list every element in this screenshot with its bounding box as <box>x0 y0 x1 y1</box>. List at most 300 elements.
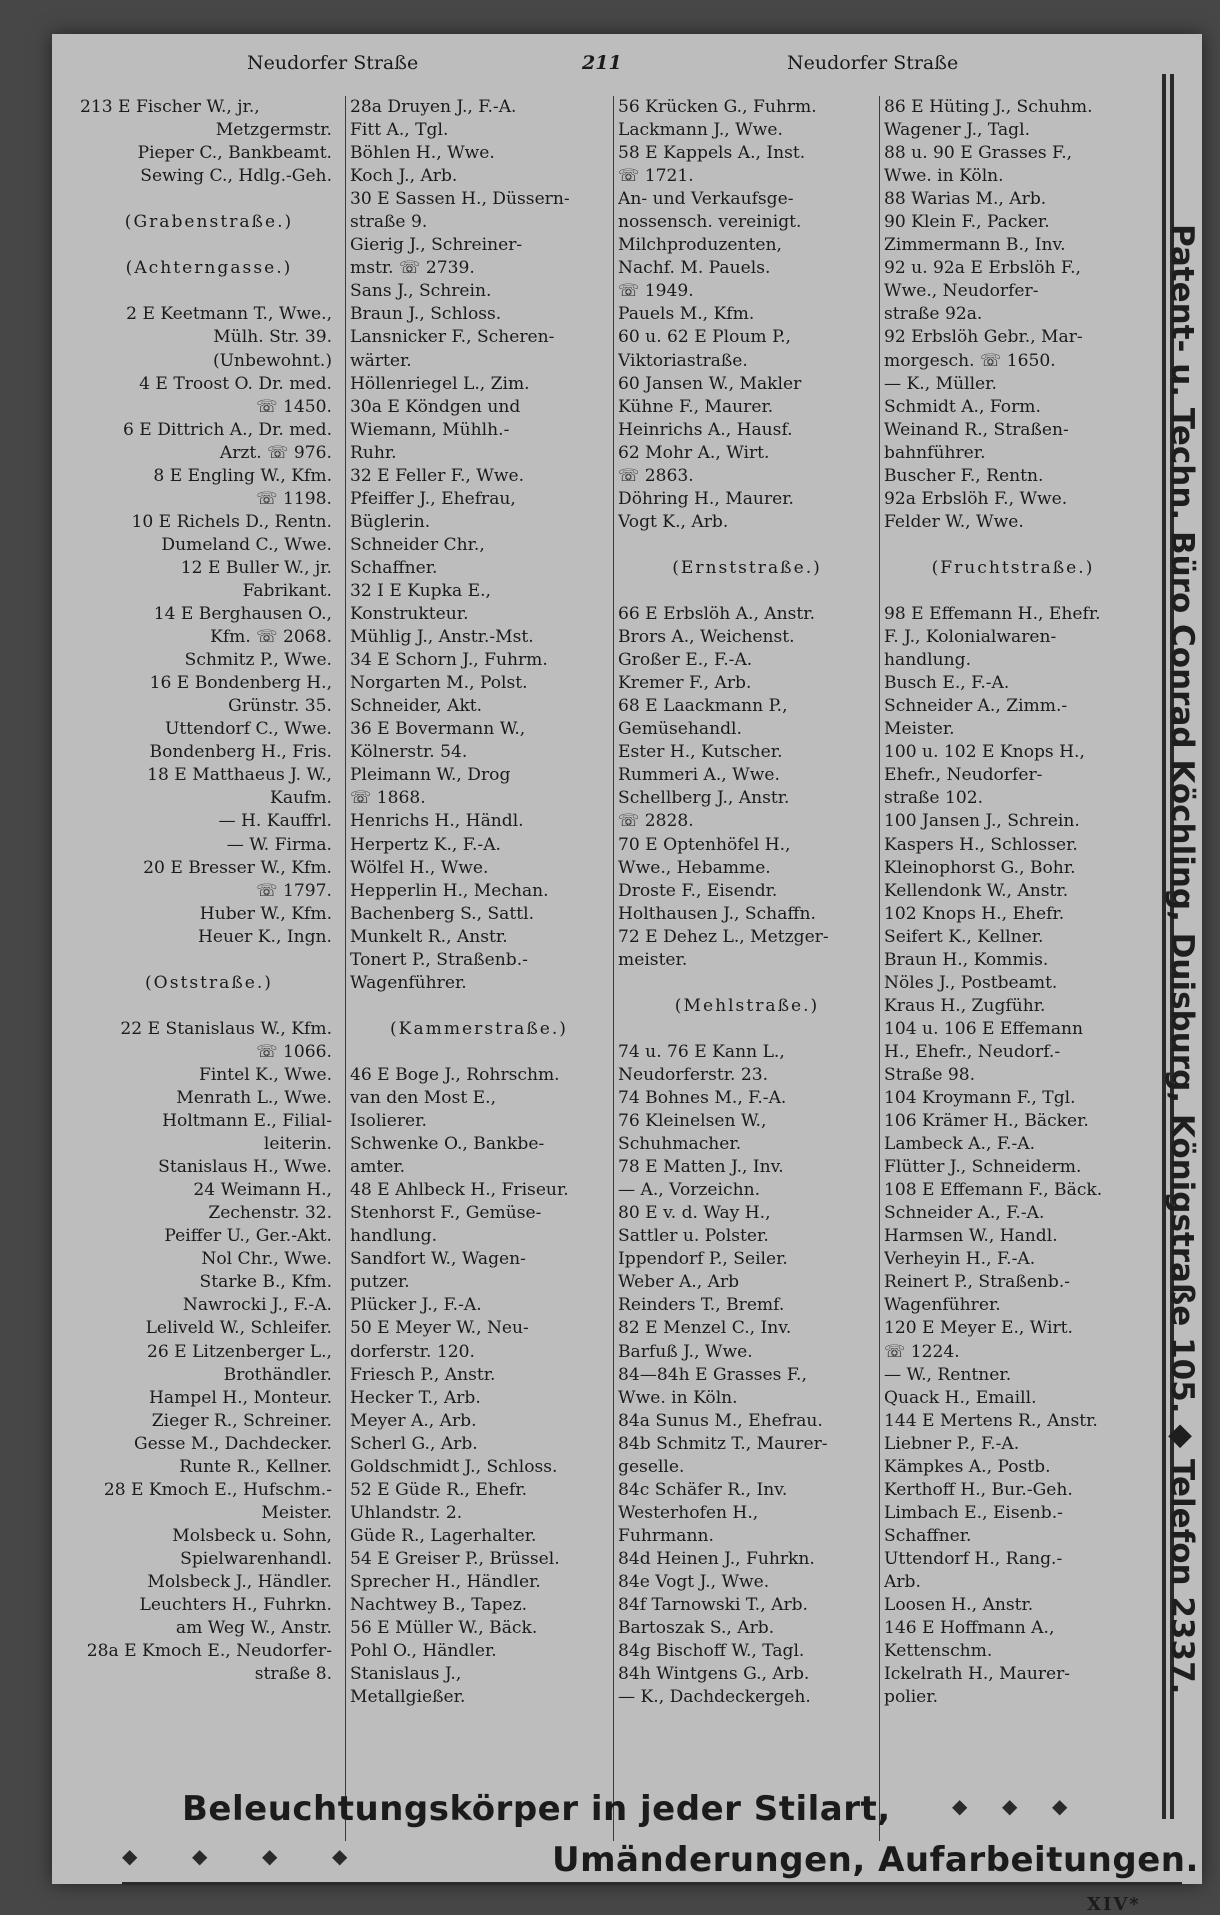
directory-entry-line: Droste F., Eisendr. <box>618 880 778 901</box>
directory-entry-line: 54 E Greiser P., Brüssel. <box>350 1548 560 1569</box>
directory-entry-line: 102 Knops H., Ehefr. <box>884 903 1065 924</box>
directory-entry-line: Friesch P., Anstr. <box>350 1364 496 1385</box>
directory-entry-line: Büglerin. <box>350 511 431 532</box>
directory-entry-line: 26 E Litzenberger L., <box>146 1341 332 1362</box>
directory-entry-line: Rummeri A., Wwe. <box>618 765 780 786</box>
directory-entry-line: Menrath L., Wwe. <box>176 1088 332 1109</box>
directory-entry-line: 90 Klein F., Packer. <box>884 212 1050 233</box>
directory-entry-line: Meyer A., Arb. <box>350 1410 477 1431</box>
directory-entry-line: Schellberg J., Anstr. <box>618 788 790 809</box>
directory-entry-line: Fabrikant. <box>242 580 332 601</box>
directory-entry-line: Huber W., Kfm. <box>199 903 332 924</box>
street-heading: (Grabenstraße.) <box>124 212 294 233</box>
directory-entry-line: Uttendorf C., Wwe. <box>165 719 332 740</box>
directory-entry-line: Uttendorf H., Rang.- <box>884 1548 1063 1569</box>
directory-entry-line: Nachtwey B., Tapez. <box>350 1595 528 1616</box>
directory-entry-line: bahnführer. <box>884 442 986 463</box>
directory-entry-line <box>884 534 1142 557</box>
directory-entry-line: 108 E Effemann F., Bäck. <box>884 1180 1103 1201</box>
directory-entry-line: Bondenberg H., Fris. <box>149 742 332 763</box>
header-street-right: Neudorfer Straße <box>787 52 959 74</box>
directory-entry-line: Ester H., Kutscher. <box>618 742 783 763</box>
directory-entry-line: Sans J., Schrein. <box>350 281 492 302</box>
directory-entry-line: Wwe., Neudorfer- <box>884 281 1039 302</box>
directory-entry-line: Zieger R., Schreiner. <box>151 1410 332 1431</box>
directory-entry-line: Pohl O., Händler. <box>350 1641 497 1662</box>
directory-entry-line: Kämpkes A., Postb. <box>884 1456 1051 1477</box>
directory-entry-line: nossensch. vereinigt. <box>618 212 802 233</box>
directory-entry-line: putzer. <box>350 1272 410 1293</box>
directory-entry-line: Schuhmacher. <box>618 1134 742 1155</box>
directory-entry-line: Buscher F., Rentn. <box>884 465 1044 486</box>
directory-entry-line: F. J., Kolonialwaren- <box>884 627 1057 648</box>
street-heading: (Kammerstraße.) <box>390 1018 568 1039</box>
directory-entry-line: Kühne F., Maurer. <box>618 396 774 417</box>
directory-entry-line: Ruhr. <box>350 442 397 463</box>
directory-entry-line: 92a Erbslöh F., Wwe. <box>884 488 1068 509</box>
directory-entry-line <box>618 972 876 995</box>
directory-entry-line: 50 E Meyer W., Neu- <box>350 1318 529 1339</box>
directory-entry-line: 10 E Richels D., Rentn. <box>131 511 332 532</box>
directory-entry-line: Milchproduzenten, <box>618 235 782 256</box>
directory-entry-line: ☏ 1224. <box>884 1341 960 1362</box>
directory-entry-line <box>618 1018 876 1041</box>
directory-entry-line: 16 E Bondenberg H., <box>149 673 332 694</box>
directory-entry-line <box>884 580 1142 603</box>
directory-entry-line: Nachf. M. Pauels. <box>618 258 771 279</box>
directory-entry-line: Ickelrath H., Maurer- <box>884 1664 1071 1685</box>
directory-entry-line: dorferstr. 120. <box>350 1341 475 1362</box>
directory-entry-line: Nöles J., Postbeamt. <box>884 972 1058 993</box>
directory-entry-line: 213 E Fischer W., jr., <box>80 97 260 117</box>
directory-entry-line: 2 E Keetmann T., Wwe., <box>126 304 332 325</box>
directory-entry-line: Scherl G., Arb. <box>350 1433 478 1454</box>
directory-entry-line: 28 E Kmoch E., Hufschm.- <box>103 1479 332 1500</box>
directory-entry-line: Harmsen W., Handl. <box>884 1226 1058 1247</box>
column-divider <box>613 96 614 1841</box>
directory-entry-line: straße 92a. <box>884 304 983 325</box>
directory-entry-line: 84f Tarnowski T., Arb. <box>618 1595 808 1616</box>
directory-entry-line: 30a E Köndgen und <box>350 396 521 417</box>
directory-entry-line: Busch E., F.-A. <box>884 673 1010 694</box>
directory-entry-line: Lackmann J., Wwe. <box>618 120 783 141</box>
directory-entry-line <box>350 1041 608 1064</box>
directory-entry-line: Fintel K., Wwe. <box>198 1064 332 1085</box>
directory-entry-line: Leliveld W., Schleifer. <box>145 1318 332 1339</box>
header-street-left: Neudorfer Straße <box>247 52 419 74</box>
directory-entry-line: 88 Warias M., Arb. <box>884 189 1047 210</box>
directory-entry-line: 22 E Stanislaus W., Kfm. <box>120 1018 332 1039</box>
directory-entry-line: Wagener J., Tagl. <box>884 120 1030 141</box>
directory-entry-line: Hampel H., Monteur. <box>149 1387 332 1408</box>
directory-entry-line: 92 u. 92a E Erbslöh F., <box>884 258 1081 279</box>
directory-entry-line: 104 Kroymann F., Tgl. <box>884 1088 1076 1109</box>
directory-entry-line: 14 E Berghausen O., <box>153 604 332 625</box>
directory-entry-line: ☏ 1949. <box>618 281 694 302</box>
directory-entry-line: Holtmann E., Filial- <box>162 1111 332 1132</box>
directory-entry-line: Kaufm. <box>270 788 332 809</box>
directory-entry-line: ☏ 1721. <box>618 166 694 187</box>
directory-entry-line: Leuchters H., Fuhrkn. <box>139 1595 332 1616</box>
directory-entry-line: 34 E Schorn J., Fuhrm. <box>350 650 548 671</box>
directory-entry-line: Flütter J., Schneiderm. <box>884 1157 1082 1178</box>
directory-entry-line: polier. <box>884 1687 939 1708</box>
directory-entry-line: Konstrukteur. <box>350 604 469 625</box>
street-heading: (Ernststraße.) <box>672 557 822 578</box>
directory-entry-line: Braun H., Kommis. <box>884 949 1049 970</box>
directory-entry-line: Brors A., Weichenst. <box>618 627 795 648</box>
directory-entry-line: 32 I E Kupka E., <box>350 580 491 601</box>
directory-entry-line: Barfuß J., Wwe. <box>618 1341 753 1362</box>
directory-entry-line <box>80 949 338 972</box>
directory-entry-line: Wiemann, Mühlh.- <box>350 419 510 440</box>
directory-entry-line: Bartoszak S., Arb. <box>618 1618 775 1639</box>
directory-entry-line: Sattler u. Polster. <box>618 1226 769 1247</box>
directory-entry-line: Quack H., Emaill. <box>884 1387 1037 1408</box>
directory-entry-line: 84c Schäfer R., Inv. <box>618 1479 788 1500</box>
directory-entry-line: 76 Kleinelsen W., <box>618 1111 767 1132</box>
directory-entry-line: Metzgermstr. <box>215 120 332 141</box>
directory-entry-line: Arzt. ☏ 976. <box>219 442 332 463</box>
directory-entry-line: ☏ 1450. <box>256 396 332 417</box>
directory-entry-line: Fitt A., Tgl. <box>350 120 449 141</box>
directory-entry-line: — W., Rentner. <box>884 1364 1012 1385</box>
directory-entry-line: Böhlen H., Wwe. <box>350 143 495 164</box>
directory-entry-line: 56 E Müller W., Bäck. <box>350 1618 538 1639</box>
directory-entry-line: Stenhorst F., Gemüse- <box>350 1203 542 1224</box>
directory-entry-line: Straße 98. <box>884 1064 976 1085</box>
directory-entry-line: — K., Müller. <box>884 373 997 394</box>
directory-entry-line: Gierig J., Schreiner- <box>350 235 523 256</box>
directory-entry-line: Hepperlin H., Mechan. <box>350 880 549 901</box>
directory-entry-line: 84b Schmitz T., Maurer- <box>618 1433 828 1454</box>
directory-entry-line: Brothändler. <box>223 1364 332 1385</box>
directory-entry-line: Schmidt A., Form. <box>884 396 1041 417</box>
directory-entry-line: Bachenberg S., Sattl. <box>350 903 535 924</box>
directory-entry-line: Kfm. ☏ 2068. <box>210 627 332 648</box>
side-advertisement: Patent- u. Techn. Büro Conrad Köchling, Duisburg, Königstraße 105. ◆ Telefon 2337. <box>1164 224 1200 1695</box>
directory-entry-line: Reinert P., Straßenb.- <box>884 1272 1071 1293</box>
directory-entry-line: Sprecher H., Händler. <box>350 1572 541 1592</box>
directory-columns <box>80 96 1160 1841</box>
directory-entry-line: Sandfort W., Wagen- <box>350 1249 526 1270</box>
directory-entry-line: Kerthoff H., Bur.-Geh. <box>884 1479 1073 1500</box>
directory-entry-line: Schwenke O., Bankbe- <box>350 1134 545 1155</box>
directory-entry-line: Braun J., Schloss. <box>350 304 502 325</box>
directory-entry-line <box>80 188 338 211</box>
column-divider <box>879 96 880 1841</box>
directory-entry-line: Gesse M., Dachdecker. <box>134 1433 332 1454</box>
directory-entry-line: Mülh. Str. 39. <box>213 327 332 348</box>
directory-entry-line: geselle. <box>618 1456 685 1477</box>
bottom-ad-line-2: Umänderungen, Aufarbeitungen. <box>552 1840 1199 1880</box>
directory-entry-line: Holthausen J., Schaffn. <box>618 903 816 924</box>
diamond-ornament: ◆ <box>262 1844 278 1868</box>
directory-entry-line: Herpertz K., F.-A. <box>350 834 501 855</box>
diamond-ornament: ◆ <box>192 1844 208 1868</box>
directory-entry-line: 32 E Feller F., Wwe. <box>350 465 525 486</box>
directory-entry-line: 58 E Kappels A., Inst. <box>618 143 806 164</box>
directory-entry-line: Heinrichs A., Hausf. <box>618 419 793 440</box>
page-number: 211 <box>582 52 622 74</box>
directory-entry-line: Ehefr., Neudorfer- <box>884 765 1043 786</box>
directory-entry-line: ☏ 1198. <box>256 488 332 509</box>
directory-entry-line: Kettenschm. <box>884 1641 993 1662</box>
directory-entry-line: Döhring H., Maurer. <box>618 488 794 509</box>
directory-entry-line: Fuhrmann. <box>618 1525 714 1546</box>
directory-entry-line: 6 E Dittrich A., Dr. med. <box>123 419 332 440</box>
directory-entry-line: H., Ehefr., Neudorf.- <box>884 1041 1061 1062</box>
column-1 <box>80 96 338 1841</box>
directory-entry-line: Verheyin H., F.-A. <box>884 1249 1036 1270</box>
directory-entry-line: Westerhofen H., <box>618 1502 759 1523</box>
directory-entry-line: 28a E Kmoch E., Neudorfer- <box>86 1641 332 1662</box>
directory-entry-line: Neudorferstr. 23. <box>618 1064 769 1085</box>
directory-entry-line: 98 E Effemann H., Ehefr. <box>884 604 1101 625</box>
directory-entry-line: Sewing C., Hdlg.-Geh. <box>140 166 332 187</box>
directory-entry-line: Munkelt R., Anstr. <box>350 926 508 947</box>
directory-entry-line: Schneider A., Zimm.- <box>884 696 1068 717</box>
directory-entry-line: Schaffner. <box>350 557 438 578</box>
directory-entry-line: Kremer F., Arb. <box>618 673 752 694</box>
directory-entry-line: Kölnerstr. 54. <box>350 742 468 763</box>
directory-entry-line: Schneider A., F.-A. <box>884 1203 1045 1224</box>
directory-entry-line: Metallgießer. <box>350 1687 466 1708</box>
directory-entry-line: Molsbeck J., Händler. <box>147 1572 332 1592</box>
directory-entry-line: 74 Bohnes M., F.-A. <box>618 1088 787 1109</box>
directory-entry-line: Plücker J., F.-A. <box>350 1295 482 1316</box>
directory-entry-line: 36 E Bovermann W., <box>350 719 526 740</box>
directory-entry-line: Nawrocki J., F.-A. <box>182 1295 332 1316</box>
directory-entry-line: ☏ 1868. <box>350 788 426 809</box>
directory-entry-line: 82 E Menzel C., Inv. <box>618 1318 792 1339</box>
directory-entry-line: Pieper C., Bankbeamt. <box>137 143 332 164</box>
directory-entry-line: Uhlandstr. 2. <box>350 1502 463 1523</box>
directory-entry-line: Henrichs H., Händl. <box>350 811 524 832</box>
directory-entry-line: Meister. <box>884 719 955 740</box>
directory-entry-line: Pauels M., Kfm. <box>618 304 755 325</box>
directory-entry-line <box>80 234 338 257</box>
directory-entry-line: — K., Dachdeckergeh. <box>618 1687 811 1708</box>
diamond-ornament: ◆ <box>1002 1794 1018 1818</box>
directory-entry-line <box>350 995 608 1018</box>
directory-entry-line: 24 Weimann H., <box>193 1180 332 1201</box>
directory-entry-line: 52 E Güde R., Ehefr. <box>350 1479 528 1500</box>
directory-entry-line: 78 E Matten J., Inv. <box>618 1157 784 1178</box>
directory-entry-line: Loosen H., Anstr. <box>884 1595 1034 1616</box>
directory-entry-line: Weber A., Arb <box>618 1272 740 1293</box>
directory-entry-line: — A., Vorzeichn. <box>618 1180 761 1201</box>
directory-entry-line: Hecker T., Arb. <box>350 1387 481 1408</box>
directory-entry-line: 144 E Mertens R., Anstr. <box>884 1410 1098 1431</box>
directory-entry-line: 72 E Dehez L., Metzger- <box>618 926 829 947</box>
directory-entry-line <box>80 995 338 1018</box>
directory-entry-line: 74 u. 76 E Kann L., <box>618 1041 785 1062</box>
directory-entry-line: 60 Jansen W., Makler <box>618 373 802 394</box>
directory-entry-line: 30 E Sassen H., Düssern- <box>350 189 570 210</box>
directory-entry-line: 28a Druyen J., F.-A. <box>350 97 517 117</box>
directory-entry-line: 18 E Matthaeus J. W., <box>147 765 332 786</box>
column-2 <box>350 96 608 1841</box>
directory-entry-line: Schaffner. <box>884 1525 972 1546</box>
directory-entry-line: Koch J., Arb. <box>350 166 458 187</box>
street-heading: (Oststraße.) <box>145 972 273 993</box>
directory-entry-line: mstr. ☏ 2739. <box>350 258 475 279</box>
directory-entry-line: leiterin. <box>263 1134 332 1155</box>
directory-entry-line: 70 E Optenhöfel H., <box>618 834 791 855</box>
directory-entry-line: Gemüsehandl. <box>618 719 742 740</box>
directory-entry-line: Pleimann W., Drog <box>350 765 511 786</box>
directory-entry-line: 20 E Bresser W., Kfm. <box>143 857 332 878</box>
directory-entry-line: Limbach E., Eisenb.- <box>884 1502 1063 1523</box>
directory-entry-line: ☏ 2828. <box>618 811 694 832</box>
directory-entry-line: Schneider Chr., <box>350 534 485 555</box>
directory-entry-line: Wwe. in Köln. <box>884 166 1004 187</box>
directory-entry-line: Meister. <box>261 1502 332 1523</box>
directory-entry-line: 62 Mohr A., Wirt. <box>618 442 770 463</box>
directory-entry-line: 8 E Engling W., Kfm. <box>153 465 332 486</box>
directory-entry-line: 100 u. 102 E Knops H., <box>884 742 1085 763</box>
directory-entry-line: Mühlig J., Anstr.-Mst. <box>350 627 534 648</box>
directory-entry-line: handlung. <box>884 650 972 671</box>
directory-entry-line: Norgarten M., Polst. <box>350 673 528 694</box>
directory-entry-line: 92 Erbslöh Gebr., Mar- <box>884 327 1083 348</box>
directory-entry-line: Goldschmidt J., Schloss. <box>350 1456 558 1477</box>
directory-entry-line: Güde R., Lagerhalter. <box>350 1525 537 1546</box>
directory-entry-line <box>618 580 876 603</box>
directory-entry-line: 12 E Buller W., jr. <box>180 557 332 578</box>
directory-entry-line: Kraus H., Zugführ. <box>884 995 1046 1016</box>
directory-entry-line: Stanislaus J., <box>350 1664 462 1685</box>
directory-entry-line: straße 102. <box>884 788 984 809</box>
diamond-ornament: ◆ <box>952 1794 968 1818</box>
directory-entry-line: Starke B., Kfm. <box>199 1272 332 1293</box>
directory-entry-line: meister. <box>618 949 688 970</box>
directory-entry-line: Kleinophorst G., Bohr. <box>884 857 1076 878</box>
directory-entry-line: 84h Wintgens G., Arb. <box>618 1664 810 1685</box>
column-4 <box>884 96 1142 1841</box>
directory-entry-line: 84e Vogt J., Wwe. <box>618 1572 770 1592</box>
directory-entry-line: Wwe. in Köln. <box>618 1387 738 1408</box>
directory-entry-line: 56 Krücken G., Fuhrm. <box>618 97 817 117</box>
directory-entry-line: Höllenriegel L., Zim. <box>350 373 530 394</box>
directory-entry-line: 120 E Meyer E., Wirt. <box>884 1318 1073 1339</box>
directory-entry-line: Kaspers H., Schlosser. <box>884 834 1078 855</box>
footer-signature: XIV* <box>1087 1894 1141 1915</box>
street-heading: (Fruchtstraße.) <box>931 557 1095 578</box>
directory-entry-line: 46 E Boge J., Rohrschm. <box>350 1064 560 1085</box>
directory-entry-line <box>618 534 876 557</box>
diamond-ornament: ◆ <box>1052 1794 1068 1818</box>
column-3 <box>618 96 876 1841</box>
directory-entry-line: Schneider, Akt. <box>350 696 483 717</box>
diamond-ornament: ◆ <box>122 1844 138 1868</box>
directory-entry-line: Arb. <box>884 1572 921 1592</box>
directory-entry-line: Wwe., Hebamme. <box>618 857 771 878</box>
directory-entry-line: Schmitz P., Wwe. <box>184 650 332 671</box>
directory-entry-line: Wagenführer. <box>884 1295 1001 1316</box>
directory-entry-line: 106 Krämer H., Bäcker. <box>884 1111 1089 1132</box>
directory-entry-line: (Unbewohnt.) <box>212 350 332 371</box>
directory-entry-line: 84g Bischoff W., Tagl. <box>618 1641 805 1662</box>
directory-entry-line: An- und Verkaufsge- <box>618 189 794 210</box>
directory-entry-line: ☏ 1066. <box>256 1041 332 1062</box>
directory-entry-line: Heuer K., Ingn. <box>198 926 332 947</box>
directory-entry-line: Spielwarenhandl. <box>180 1548 332 1569</box>
directory-entry-line: morgesch. ☏ 1650. <box>884 350 1056 371</box>
directory-entry-line <box>80 280 338 303</box>
directory-entry-line: 60 u. 62 E Ploum P., <box>618 327 791 348</box>
directory-entry-line: straße 9. <box>350 212 428 233</box>
diamond-ornament: ◆ <box>332 1844 348 1868</box>
directory-entry-line: Viktoriastraße. <box>618 350 748 371</box>
directory-entry-line: 80 E v. d. Way H., <box>618 1203 771 1224</box>
street-heading: (Achterngasse.) <box>125 258 293 279</box>
directory-entry-line: Seifert K., Kellner. <box>884 926 1044 947</box>
directory-entry-line: Pfeiffer J., Ehefrau, <box>350 488 516 509</box>
directory-entry-line: 100 Jansen J., Schrein. <box>884 811 1080 832</box>
directory-entry-line: Grünstr. 35. <box>228 696 332 717</box>
directory-entry-line: Wölfel H., Wwe. <box>350 857 489 878</box>
page-header <box>52 52 1162 82</box>
directory-entry-line: 66 E Erbslöh A., Anstr. <box>618 604 816 625</box>
directory-entry-line: 84d Heinen J., Fuhrkn. <box>618 1548 815 1569</box>
directory-entry-line: 48 E Ahlbeck H., Friseur. <box>350 1180 569 1201</box>
directory-entry-line: 68 E Laackmann P., <box>618 696 788 717</box>
street-heading: (Mehlstraße.) <box>674 995 820 1016</box>
directory-entry-line: van den Most E., <box>350 1088 497 1109</box>
directory-entry-line: Ippendorf P., Seiler. <box>618 1249 788 1270</box>
directory-entry-line: 4 E Troost O. Dr. med. <box>139 373 332 394</box>
directory-entry-line: wärter. <box>350 350 412 371</box>
directory-page <box>52 34 1202 1915</box>
directory-entry-line: 146 E Hoffmann A., <box>884 1618 1055 1639</box>
directory-entry-line: Isolierer. <box>350 1111 427 1132</box>
directory-entry-line: Stanislaus H., Wwe. <box>158 1157 332 1178</box>
directory-entry-line: Wagenführer. <box>350 972 467 993</box>
column-divider <box>345 96 346 1841</box>
directory-entry-line: Lambeck A., F.-A. <box>884 1134 1036 1155</box>
directory-entry-line: 84—84h E Grasses F., <box>618 1364 807 1385</box>
directory-entry-line: straße 8. <box>254 1664 332 1685</box>
directory-entry-line: handlung. <box>350 1226 438 1247</box>
directory-entry-line: — H. Kauffrl. <box>218 811 332 832</box>
bottom-rule <box>122 1882 1182 1885</box>
directory-entry-line: Reinders T., Bremf. <box>618 1295 785 1316</box>
directory-entry-line: Vogt K., Arb. <box>618 511 729 532</box>
directory-entry-line: 88 u. 90 E Grasses F., <box>884 143 1073 164</box>
directory-entry-line: Peiffer U., Ger.-Akt. <box>164 1226 332 1247</box>
directory-entry-line: — W. Firma. <box>226 834 332 855</box>
directory-entry-line: Felder W., Wwe. <box>884 511 1024 532</box>
directory-entry-line: 84a Sunus M., Ehefrau. <box>618 1410 823 1431</box>
directory-entry-line: ☏ 1797. <box>256 880 332 901</box>
directory-entry-line: Dumeland C., Wwe. <box>161 534 332 555</box>
directory-entry-line: Weinand R., Straßen- <box>884 419 1069 440</box>
directory-entry-line: am Weg W., Anstr. <box>175 1618 332 1639</box>
directory-entry-line: Zechenstr. 32. <box>208 1203 332 1224</box>
directory-entry-line: Zimmermann B., Inv. <box>884 235 1066 256</box>
directory-entry-line: Tonert P., Straßenb.- <box>350 949 528 970</box>
bottom-ad-line-1: Beleuchtungskörper in jeder Stilart, <box>182 1789 891 1829</box>
directory-entry-line: Lansnicker F., Scheren- <box>350 327 555 348</box>
directory-entry-line: Nol Chr., Wwe. <box>201 1249 332 1270</box>
directory-entry-line: Runte R., Kellner. <box>179 1456 332 1477</box>
directory-entry-line: Großer E., F.-A. <box>618 650 753 671</box>
directory-entry-line: Kellendonk W., Anstr. <box>884 880 1069 901</box>
directory-entry-line: ☏ 2863. <box>618 465 694 486</box>
directory-entry-line: 104 u. 106 E Effemann <box>884 1018 1084 1039</box>
